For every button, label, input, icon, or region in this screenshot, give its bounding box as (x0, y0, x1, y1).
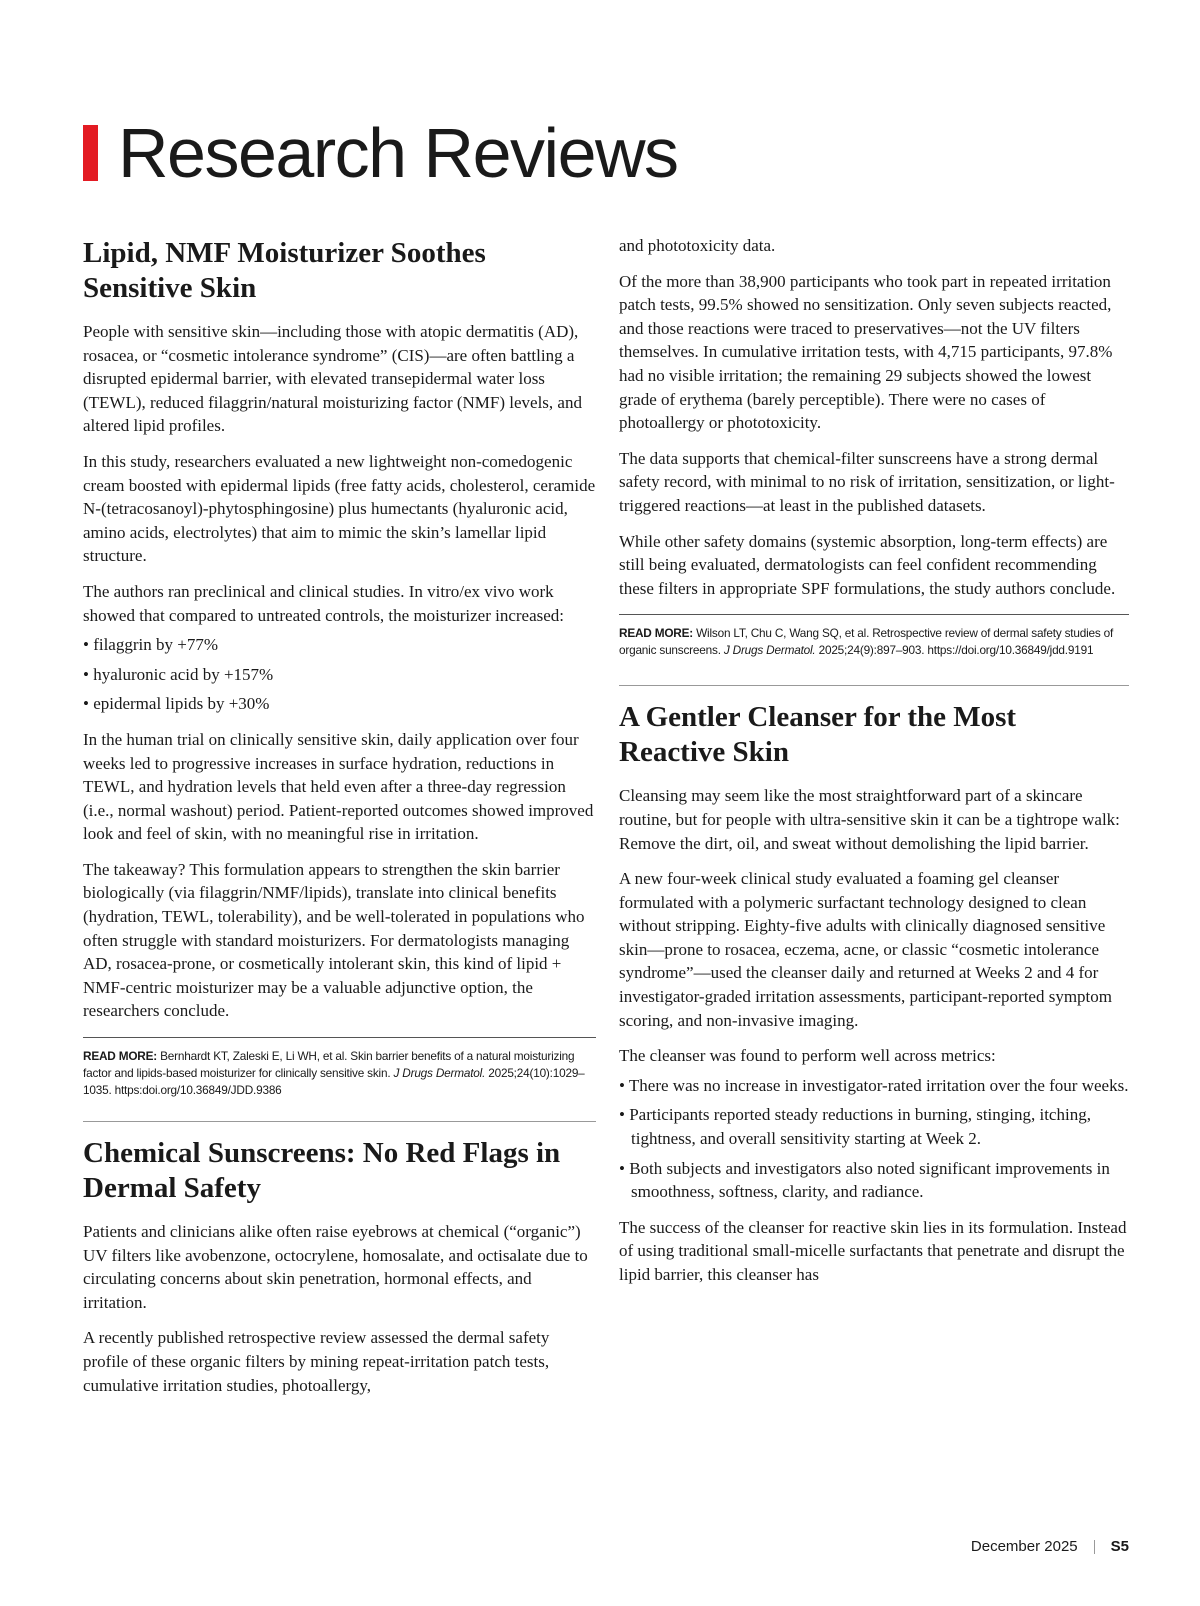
list-item: • hyaluronic acid by +157% (83, 663, 596, 687)
footer-separator (1094, 1540, 1095, 1554)
list-item: • Participants reported steady reductions in burning, stinging, itching, tightness, and overall sensitivity starting at Week 2. (619, 1103, 1129, 1150)
page-title: Research Reviews (118, 114, 678, 192)
divider (83, 1121, 596, 1122)
read-more-journal: J Drugs Dermatol. (393, 1066, 486, 1081)
article1-read-more (83, 1048, 596, 1099)
list-item: • There was no increase in investigator-rated irritation over the four weeks. (619, 1074, 1129, 1098)
article3-paragraph: Cleansing may seem like the most straightforward part of a skincare routine, but for people with ultra-sensitive skin it can be a tightrope walk: Remove the dirt, oil, and sweat without demolishing the lipid barrier. (619, 786, 1120, 853)
article3-bullet-list (619, 1074, 1129, 1204)
article1-paragraph: The takeaway? This formulation appears to strengthen the skin barrier biologically (via filaggrin/NMF/lipids), translate into clinical benefits (hydration, TEWL, tolerability), and be well-tolerated in populations who often struggle with standard moisturizers. For dermatologists managing AD, rosacea-prone, or cosmetically intolerant skin, this kind of lipid + NMF-centric moisturizer may be a valuable adjunctive option, the researchers conclude. (83, 859, 585, 1021)
divider (619, 614, 1129, 615)
article1-title: Lipid, NMF Moisturizer Soothes Sensitive Skin (83, 237, 486, 304)
list-item: • filaggrin by +77% (83, 633, 596, 657)
list-item: • Both subjects and investigators also noted significant improvements in smoothness, softness, clarity, and radiance. (619, 1157, 1129, 1204)
article1-paragraph: In the human trial on clinically sensitive skin, daily application over four weeks led to progressive increases in surface hydration, reductions in TEWL, and hydration levels that held even after a three-day regression (i.e., normal washout) period. Patient-reported outcomes showed improved look and feel of skin, with no meaningful rise in irritation. (83, 729, 594, 844)
article1-paragraph: The authors ran preclinical and clinical studies. In vitro/ex vivo work showed that compared to untreated controls, the moisturizer increased: (83, 581, 565, 625)
read-more-label: READ MORE: (619, 626, 694, 641)
issue-date: December 2025 (970, 1538, 1078, 1555)
left-column (83, 236, 596, 1409)
right-column (619, 234, 1129, 1299)
read-more-label: READ MORE: (83, 1049, 158, 1064)
article2-paragraph: A recently published retrospective review assessed the dermal safety profile of these organic filters by mining repeat-irritation patch tests, cumulative irritation studies, photoallergy, (83, 1328, 550, 1395)
read-more-citation: Wilson LT, Chu C, Wang SQ, et al. Retrospective review of dermal safety studies of organic sunscreens. (619, 626, 1114, 658)
article2-continued: and phototoxicity data. (619, 236, 776, 255)
divider (619, 685, 1129, 686)
divider (83, 1037, 596, 1038)
article3-paragraph: The success of the cleanser for reactive skin lies in its formulation. Instead of using traditional small-micelle surfactants that penetrate and disrupt the lipid barrier, this cleanser has (619, 1217, 1127, 1284)
page-header (83, 108, 678, 198)
article1-paragraph: In this study, researchers evaluated a new lightweight non-comedogenic cream boosted with epidermal lipids (free fatty acids, cholesterol, ceramide N-(tetracosanoyl)-phytosphingosine) plus humectants (hyaluronic acid, amino acids, electrolytes) that aim to mimic the skin’s lamellar lipid structure. (83, 451, 596, 566)
article3-title: A Gentler Cleanser for the Most Reactive Skin (619, 701, 1017, 769)
page-footer (971, 1538, 1129, 1555)
article2-paragraph: Patients and clinicians alike often raise eyebrows at chemical (“organic”) UV filters like avobenzone, octocrylene, homosalate, and octisalate due to circulating concerns about skin penetration, hormonal effects, and irritation. (83, 1222, 588, 1312)
article2-paragraph: The data supports that chemical-filter sunscreens have a strong dermal safety record, with minimal to no risk of irritation, sensitization, or light-triggered reactions—at least in the published datasets. (619, 448, 1115, 515)
article2-paragraph: Of the more than 38,900 participants who took part in repeated irritation patch tests, 99.5% showed no sensitization. Only seven subjects reacted, and those reactions were traced to preservatives—not the UV filters themselves. In cumulative irritation tests, with 4,715 participants, 97.8% had no visible irritation; the remaining 29 subjects showed the lowest grade of erythema (barely perceptible). There were no cases of photoallergy or phototoxicity. (619, 271, 1113, 433)
article2-paragraph: While other safety domains (systemic absorption, long-term effects) are still being evaluated, dermatologists can feel confident recommending these filters in appropriate SPF formulations, the study authors conclude. (619, 531, 1116, 598)
article3-paragraph: The cleanser was found to perform well across metrics: (619, 1046, 996, 1066)
read-more-link[interactable]: 2025;24(10):1029–1035. https:doi.org/10.36849/JDD.9386 (83, 1066, 585, 1098)
article2-read-more (619, 625, 1129, 659)
read-more-journal: J Drugs Dermatol. (723, 643, 816, 658)
article1-bullet-list (83, 633, 596, 716)
article1-paragraph: People with sensitive skin—including those with atopic dermatitis (AD), rosacea, or “cosmetic intolerance syndrome” (CIS)—are often battling a disrupted epidermal barrier, with elevated transepidermal water loss (TEWL), reduced filaggrin/natural moisturizing factor (NMF) levels, and altered lipid profiles. (83, 322, 582, 436)
article2-title: Chemical Sunscreens: No Red Flags in Dermal Safety (83, 1137, 561, 1205)
read-more-link[interactable]: 2025;24(9):897–903. https://doi.org/10.36849/jdd.9191 (818, 643, 1094, 658)
header-accent-bar (83, 125, 98, 181)
list-item: • epidermal lipids by +30% (83, 692, 596, 716)
page-number: S5 (1110, 1538, 1129, 1555)
article3-paragraph: A new four-week clinical study evaluated a foaming gel cleanser formulated with a polymeric surfactant technology designed to clean without stripping. Eighty-five adults with clinically diagnosed sensitive skin—prone to rosacea, eczema, acne, or classic “cosmetic intolerance syndrome”—used the cleanser daily and returned at Weeks 2 and 4 for investigator-graded irritation assessments, participant-reported symptom scoring, and non-invasive imaging. (619, 869, 1112, 1030)
read-more-citation: Bernhardt KT, Zaleski E, Li WH, et al. Skin barrier benefits of a natural moisturizing factor and lipids-based moisturizer for clinically sensitive skin. (83, 1049, 575, 1081)
